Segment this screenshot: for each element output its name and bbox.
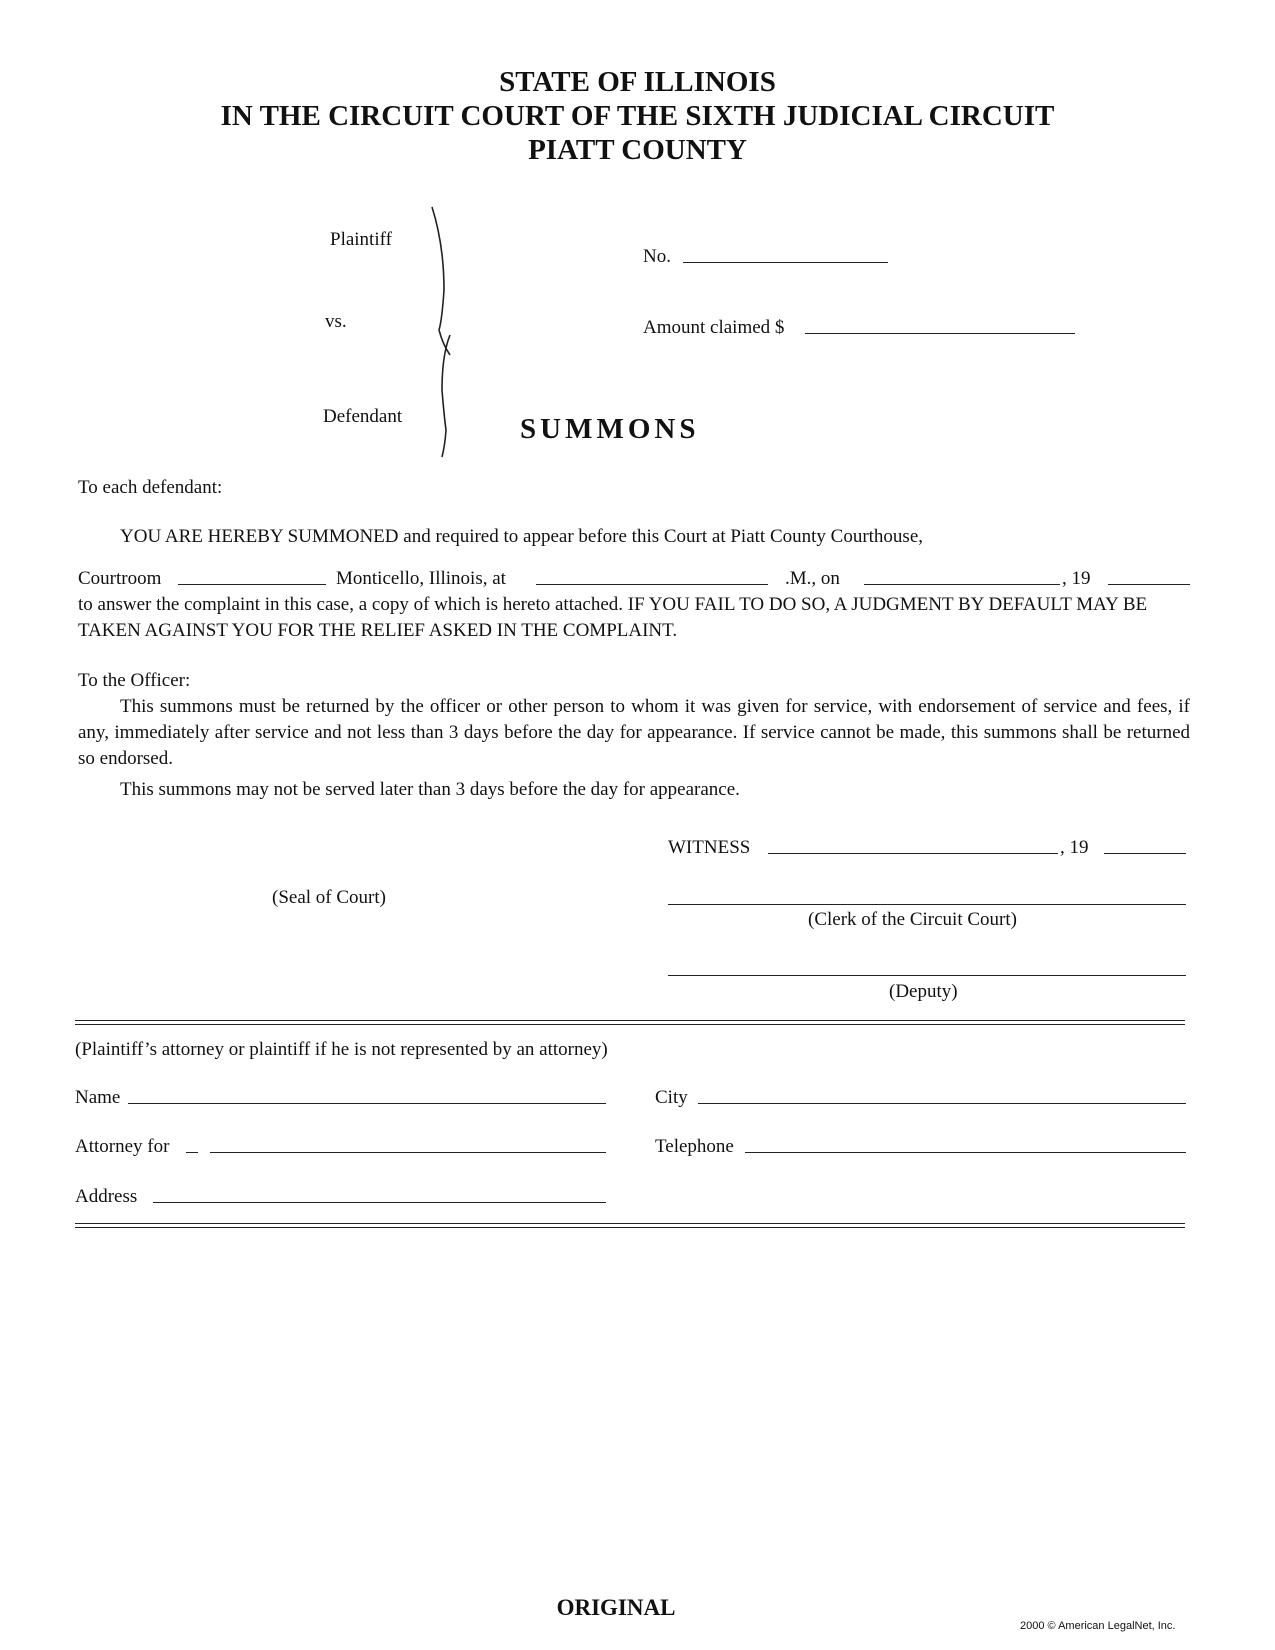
attorney-for-short-line [186,1152,198,1153]
witness-label: WITNESS [668,837,751,858]
witness-year-label: , 19 [1060,837,1089,858]
case-no-line[interactable] [683,262,888,263]
copyright-notice: 2000 © American LegalNet, Inc. [1020,1620,1176,1632]
courtroom-label: Courtroom [78,568,162,589]
telephone-line[interactable] [745,1152,1186,1153]
courtroom-line[interactable] [178,584,326,585]
address-line[interactable] [153,1202,606,1203]
officer-instructions: This summons must be returned by the officer or other person to whom it was given for service, with endorsement of service and fees, if any, immediately after service and not less than 3 days before the day for appearance. If service cannot be made, this summons shall be returned so endorsed. [78,696,1190,769]
m-on-label: .M., on [785,568,840,589]
attorney-heading: (Plaintiff’s attorney or plaintiff if he is not represented by an attorney) [75,1039,608,1060]
name-label: Name [75,1087,121,1108]
deputy-signature-line[interactable] [668,975,1186,976]
amount-claimed-label: Amount claimed $ [643,317,785,338]
year-label: , 19 [1062,568,1091,589]
section-divider-top [75,1020,1185,1025]
defendant-label: Defendant [323,406,403,427]
year-line[interactable] [1108,584,1190,585]
telephone-label: Telephone [655,1136,734,1157]
to-each-defendant: To each defendant: [78,477,223,498]
attorney-for-label: Attorney for [75,1136,170,1157]
witness-year-line[interactable] [1104,853,1186,854]
header-county: PIATT COUNTY [528,134,747,166]
attorney-for-line[interactable] [210,1152,606,1153]
header-state: STATE OF ILLINOIS [499,66,776,98]
amount-claimed-line[interactable] [805,333,1075,334]
seal-of-court: (Seal of Court) [272,887,386,908]
original-label: ORIGINAL [556,1595,676,1620]
not-served-text: This summons may not be served later than 3 days before the day for appearance. [120,779,740,800]
deputy-label: (Deputy) [889,981,958,1002]
monticello-label: Monticello, Illinois, at [336,568,506,589]
answer-warning: to answer the complaint in this case, a copy of which is hereto attached. IF YOU FAIL TO DO SO, A JUDGMENT BY DEFAULT MAY BE TAKEN AGAINST YOU FOR THE RELIEF ASKED IN THE COMPLAINT. [78,594,1148,641]
city-line[interactable] [698,1103,1186,1104]
to-the-officer: To the Officer: [78,670,191,691]
city-label: City [655,1087,688,1108]
clerk-label: (Clerk of the Circuit Court) [808,909,1017,930]
date-line[interactable] [864,584,1060,585]
summoned-text: YOU ARE HEREBY SUMMONED and required to appear before this Court at Piatt County Courthouse, [120,526,924,547]
vs-label: vs. [325,311,347,332]
witness-line[interactable] [768,853,1058,854]
case-no-label: No. [643,246,671,267]
caption-bracket [430,205,460,460]
summons-title: SUMMONS [520,413,700,445]
clerk-signature-line[interactable] [668,904,1186,905]
address-label: Address [75,1186,138,1207]
section-divider-bottom [75,1223,1185,1228]
time-line[interactable] [536,584,768,585]
name-line[interactable] [128,1103,606,1104]
header-court: IN THE CIRCUIT COURT OF THE SIXTH JUDICIAL CIRCUIT [220,100,1055,132]
plaintiff-label: Plaintiff [330,229,392,250]
